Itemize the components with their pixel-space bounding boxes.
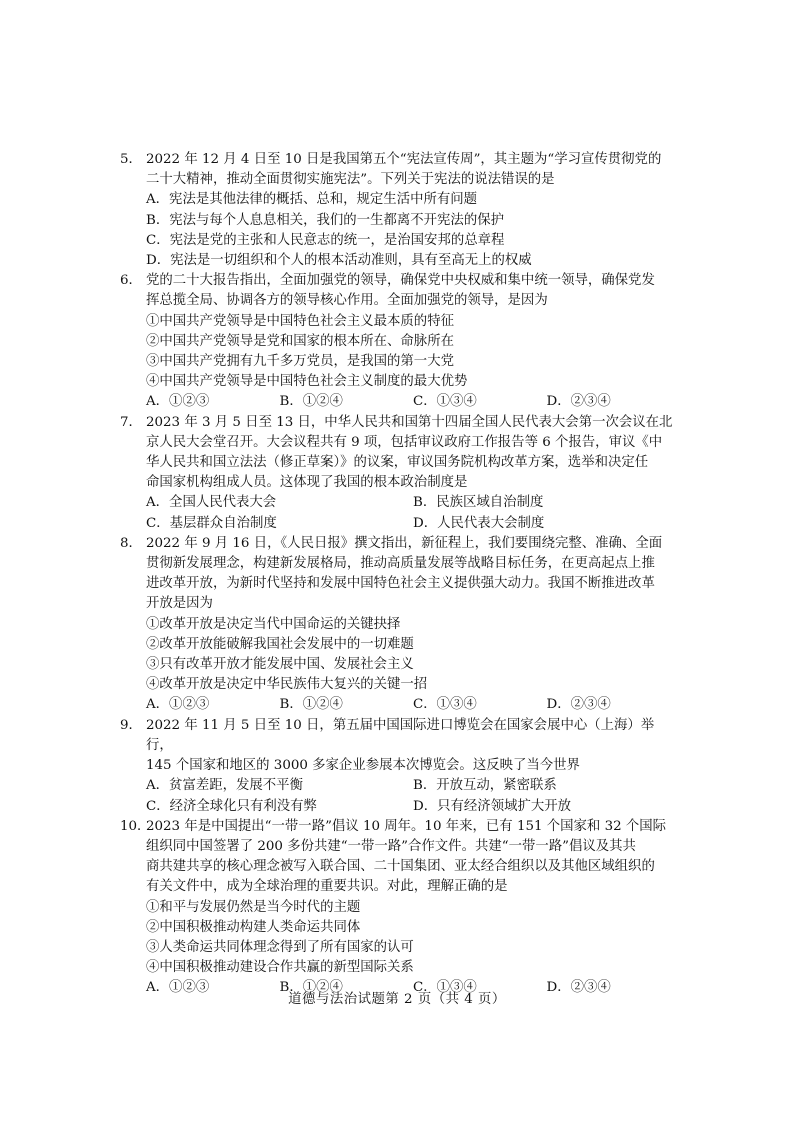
question-stem-line: 开放是因为: [146, 596, 213, 612]
statement-2: ②改革开放能破解我国社会发展中的一切难题: [146, 636, 414, 652]
question-6: [120, 271, 680, 412]
option-d: D．②③④: [546, 697, 611, 713]
question-stem-line: 商共建共享的核心理念被写入联合国、二十国集团、亚太经合组织以及其他区域组织的: [146, 859, 655, 875]
question-number: 10．: [120, 818, 151, 834]
statement-2: ②中国共产党领导是党和国家的根本所在、命脉所在: [146, 333, 454, 349]
option-a: A．全国人民代表大会: [146, 495, 277, 511]
statement-4: ④改革开放是决定中华民族伟大复兴的关键一招: [146, 677, 428, 693]
option-b: B．①②④: [279, 394, 343, 410]
option-b: B．民族区域自治制度: [413, 495, 544, 511]
question-stem-line: 2023 年 3 月 5 日至 13 日，中华人民共和国第十四届全国人民代表大会第一次会议在北: [146, 414, 673, 430]
question-5: [120, 150, 680, 271]
question-stem-line: 2023 年是中国提出“一带一路”倡议 10 周年。10 年来，已有 151 个国家和 32 个国际: [146, 818, 667, 834]
question-stem-line: 华人民共和国立法法（修正草案）》的议案，审议国务院机构改革方案，选举和决定任: [146, 455, 649, 471]
question-stem-line: 2022 年 11 月 5 日至 10 日，第五届中国国际进口博览会在国家会展中心（上海）举行，: [146, 717, 655, 753]
statement-1: ①和平与发展仍然是当今时代的主题: [146, 899, 361, 915]
question-stem-line: 党的二十大报告指出，全面加强党的领导，确保党中央权威和集中统一领导，确保党发: [146, 273, 655, 289]
question-stem-line: 145 个国家和地区的 3000 多家企业参展本次博览会。这反映了当今世界: [146, 758, 580, 774]
option-c: C．①③④: [413, 394, 477, 410]
option-c: C．基层群众自治制度: [146, 515, 277, 531]
question-stem-line: 命国家机构组成人员。这体现了我国的根本政治制度是: [146, 475, 468, 491]
question-stem-line: 二十大精神，推动全面贯彻实施宪法”。下列关于宪法的说法错误的是: [146, 172, 555, 188]
option-b: B．开放互动，紧密联系: [413, 778, 557, 794]
question-10: [120, 817, 680, 999]
option-d: D．人民代表大会制度: [413, 515, 545, 531]
question-8: [120, 534, 680, 716]
option-b: B．①②④: [279, 980, 343, 996]
page-footer: 道德与法治试题第 2 页（共 4 页）: [288, 992, 506, 1007]
question-number: 9．: [120, 717, 142, 733]
option-a: A．贫富差距，发展不平衡: [146, 778, 303, 794]
statement-1: ①改革开放是决定当代中国命运的关键抉择: [146, 616, 401, 632]
option-d: D．②③④: [546, 980, 611, 996]
question-stem-line: 进改革开放，为新时代坚持和发展中国特色社会主义提供强大动力。我国不断推进改革: [146, 576, 655, 592]
statement-2: ②中国积极推动构建人类命运共同体: [146, 919, 361, 935]
question-stem-line: 贯彻新发展理念，构建新发展格局，推动高质量发展等战略目标任务，在更高起点上推: [146, 556, 655, 572]
option-row: [120, 514, 680, 534]
question-stem-line: 京人民大会堂召开。大会议程共有 9 项，包括审议政府工作报告等 6 个报告，审议《中: [146, 434, 663, 450]
question-stem-line: 2022 年 12 月 4 日至 10 日是我国第五个“宪法宣传周”，其主题为“学习宣传贯彻党的: [146, 152, 662, 167]
question-number: 7．: [120, 414, 142, 430]
statement-3: ③人类命运共同体理念得到了所有国家的认可: [146, 939, 414, 955]
option-row: [120, 695, 680, 715]
option-row: [120, 493, 680, 513]
option-a: A．①②③: [146, 394, 210, 410]
option-row: [120, 392, 680, 412]
option-row: [120, 776, 680, 796]
option-b: B．宪法与每个人息息相关，我们的一生都离不开宪法的保护: [146, 212, 504, 228]
option-a: A．①②③: [146, 697, 210, 713]
statement-3: ③只有改革开放才能发展中国、发展社会主义: [146, 657, 414, 673]
statement-4: ④中国积极推动建设合作共赢的新型国际关系: [146, 960, 414, 976]
question-stem-line: 2022 年 9 月 16 日，《人民日报》撰文指出，新征程上，我们要围绕完整、准确、全面: [146, 535, 663, 551]
question-list: [120, 150, 680, 999]
option-row: [120, 797, 680, 817]
statement-3: ③中国共产党拥有九千多万党员，是我国的第一大党: [146, 354, 454, 370]
option-c: C．经济全球化只有利没有弊: [146, 798, 317, 814]
question-9: [120, 716, 680, 817]
option-c: C．①③④: [413, 980, 477, 996]
question-number: 6．: [120, 273, 142, 289]
question-number: 8．: [120, 535, 142, 551]
option-d: D．宪法是一切组织和个人的根本活动准则，具有至高无上的权威: [146, 253, 532, 269]
option-d: D．只有经济领域扩大开放: [413, 798, 572, 814]
question-stem-line: 挥总揽全局、协调各方的领导核心作用。全面加强党的领导，是因为: [146, 293, 548, 309]
question-stem-line: 组织同中国签署了 200 多份共建“一带一路”合作文件。共建“一带一路”倡议及其共: [146, 838, 636, 854]
option-c: C．①③④: [413, 697, 477, 713]
option-d: D．②③④: [546, 394, 611, 410]
option-c: C．宪法是党的主张和人民意志的统一，是治国安邦的总章程: [146, 232, 505, 248]
option-a: A．①②③: [146, 980, 210, 996]
question-7: [120, 413, 680, 534]
statement-1: ①中国共产党领导是中国特色社会主义最本质的特征: [146, 313, 454, 329]
statement-4: ④中国共产党领导是中国特色社会主义制度的最大优势: [146, 374, 468, 390]
question-stem-line: 有关文件中，成为全球治理的重要共识。对此，理解正确的是: [146, 879, 508, 895]
question-number: 5．: [120, 152, 142, 167]
option-a: A．宪法是其他法律的概括、总和，规定生活中所有问题: [146, 192, 478, 208]
option-b: B．①②④: [279, 697, 343, 713]
